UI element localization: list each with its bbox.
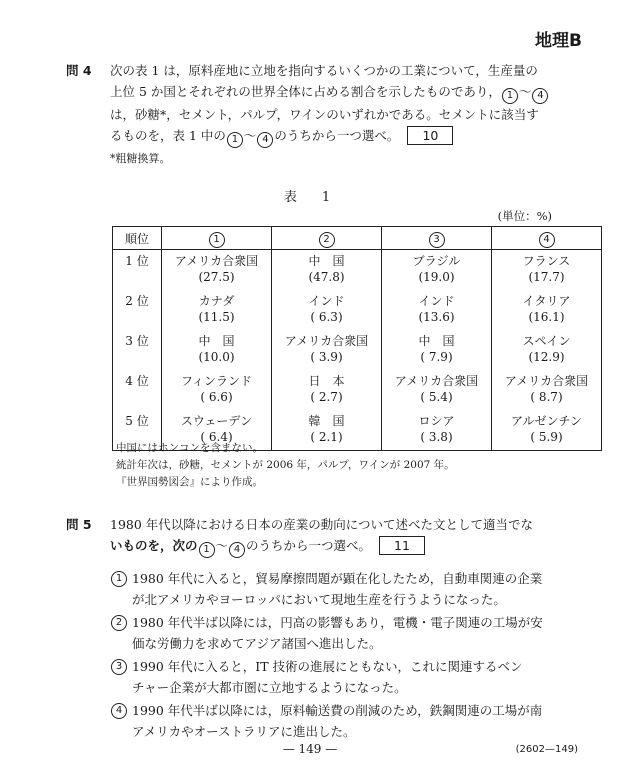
- table-note: 統計年次は，砂糖，セメントが 2006 年，パルプ，ワインが 2007 年。: [116, 459, 455, 471]
- table-cell: フィンランド ( 6.6): [162, 370, 272, 410]
- table-cell: スペイン (12.9): [492, 330, 602, 370]
- table-unit: (単位：%): [497, 209, 552, 223]
- col-header-4: 4: [492, 227, 602, 250]
- table-cell: ロシア ( 3.8): [382, 410, 492, 451]
- rank-header: 順位: [113, 227, 162, 250]
- option-2[interactable]: 2 1980 年代半ば以降には，円高の影響もあり，電機・電子関連の工場が安 価な労働力を求めてアジア諸国へ進出した。: [132, 612, 587, 654]
- production-table-wrap: [112, 226, 602, 451]
- table-cell: スウェーデン ( 6.4): [162, 410, 272, 451]
- page-code: (2602—149): [515, 744, 578, 755]
- table-row: [113, 290, 602, 330]
- table-cell: 日 本 ( 2.7): [272, 370, 382, 410]
- table-cell: アルゼンチン ( 5.9): [492, 410, 602, 451]
- answer-box-11[interactable]: 11: [379, 536, 425, 555]
- table-cell: アメリカ合衆国 ( 8.7): [492, 370, 602, 410]
- rank-cell: 4 位: [113, 370, 162, 410]
- option-4[interactable]: 4 1990 年代半ば以降には，原料輸送費の削減のため，鉄鋼関連の工場が南 アメリカやオーストラリアに進出した。: [132, 700, 587, 742]
- option-3[interactable]: 3 1990 年代に入ると，IT 技術の進展にともない，これに関連するベン チャー企業が大都市圏に立地するようになった。: [132, 656, 587, 698]
- q4-footnote: *粗糖換算。: [110, 152, 171, 165]
- question-5-number: 問 5: [66, 517, 92, 532]
- option-1[interactable]: 1 1980 年代に入ると，貿易摩擦問題が顕在化したため，自動車関連の企業 が北アメリカやヨーロッパにおいて現地生産を行うようになった。: [132, 568, 587, 610]
- table-cell: アメリカ合衆国 ( 3.9): [272, 330, 382, 370]
- option-number: 4: [111, 703, 127, 719]
- table-cell: アメリカ合衆国 (27.5): [162, 250, 272, 291]
- q4-line-2: 上位 5 か国とそれぞれの世界全体に占める割合を示したものであり， 1 〜 4: [110, 81, 580, 104]
- page-number: — 149 —: [282, 742, 338, 756]
- table-cell: 中 国 ( 7.9): [382, 330, 492, 370]
- table-cell: 中 国 (10.0): [162, 330, 272, 370]
- table-title: 表 1: [283, 190, 337, 205]
- table-cell: インド ( 6.3): [272, 290, 382, 330]
- rank-cell: 2 位: [113, 290, 162, 330]
- circled-number: 1: [227, 132, 243, 148]
- table-row: [113, 330, 602, 370]
- table-cell: インド (13.6): [382, 290, 492, 330]
- table-cell: 中 国 (47.8): [272, 250, 382, 291]
- option-number: 3: [111, 659, 127, 675]
- table-cell: フランス (17.7): [492, 250, 602, 291]
- circled-number: 1: [199, 542, 215, 558]
- table-cell: 韓 国 ( 2.1): [272, 410, 382, 451]
- table-cell: ブラジル (19.0): [382, 250, 492, 291]
- question-4-number: 問 4: [66, 63, 92, 78]
- question-5: [66, 514, 580, 558]
- option-number: 2: [111, 615, 127, 631]
- q4-line-1: 次の表 1 は，原料産地に立地を指向するいくつかの工業について，生産量の: [110, 63, 538, 78]
- rank-cell: 5 位: [113, 410, 162, 451]
- table-cell: イタリア (16.1): [492, 290, 602, 330]
- table-row: [113, 250, 602, 291]
- q4-line-4: るものを，表 1 中の 1 〜 4 のうちから一つ選べ。 10: [110, 125, 580, 148]
- production-table: [112, 226, 602, 451]
- table-cell: カナダ (11.5): [162, 290, 272, 330]
- question-4: [66, 60, 580, 169]
- table-cell: アメリカ合衆国 ( 5.4): [382, 370, 492, 410]
- q5-line-2: いものを，次の 1 〜 4 のうちから一つ選べ。 11: [110, 535, 580, 558]
- table-note: 『世界国勢図会』により作成。: [116, 476, 263, 488]
- col-header-3: 3: [382, 227, 492, 250]
- table-note: 中国にはホンコンを含まない。: [116, 442, 263, 454]
- answer-box-10[interactable]: 10: [407, 126, 453, 145]
- q4-line-3: は，砂糖*，セメント，パルプ，ワインのいずれかである。セメントに該当す: [110, 107, 539, 122]
- table-row: [113, 370, 602, 410]
- rank-cell: 3 位: [113, 330, 162, 370]
- q5-line-1: 1980 年代以降における日本の産業の動向について述べた文として適当でな: [110, 517, 534, 532]
- subject-heading: 地理B: [535, 31, 582, 51]
- circled-number: 4: [257, 132, 273, 148]
- rank-cell: 1 位: [113, 250, 162, 291]
- option-number: 1: [111, 571, 127, 587]
- circled-number: 4: [229, 542, 245, 558]
- table-header-row: [113, 227, 602, 250]
- table-notes: [116, 440, 455, 491]
- circled-number: 4: [532, 88, 548, 104]
- col-header-1: 1: [162, 227, 272, 250]
- col-header-2: 2: [272, 227, 382, 250]
- circled-number: 1: [502, 88, 518, 104]
